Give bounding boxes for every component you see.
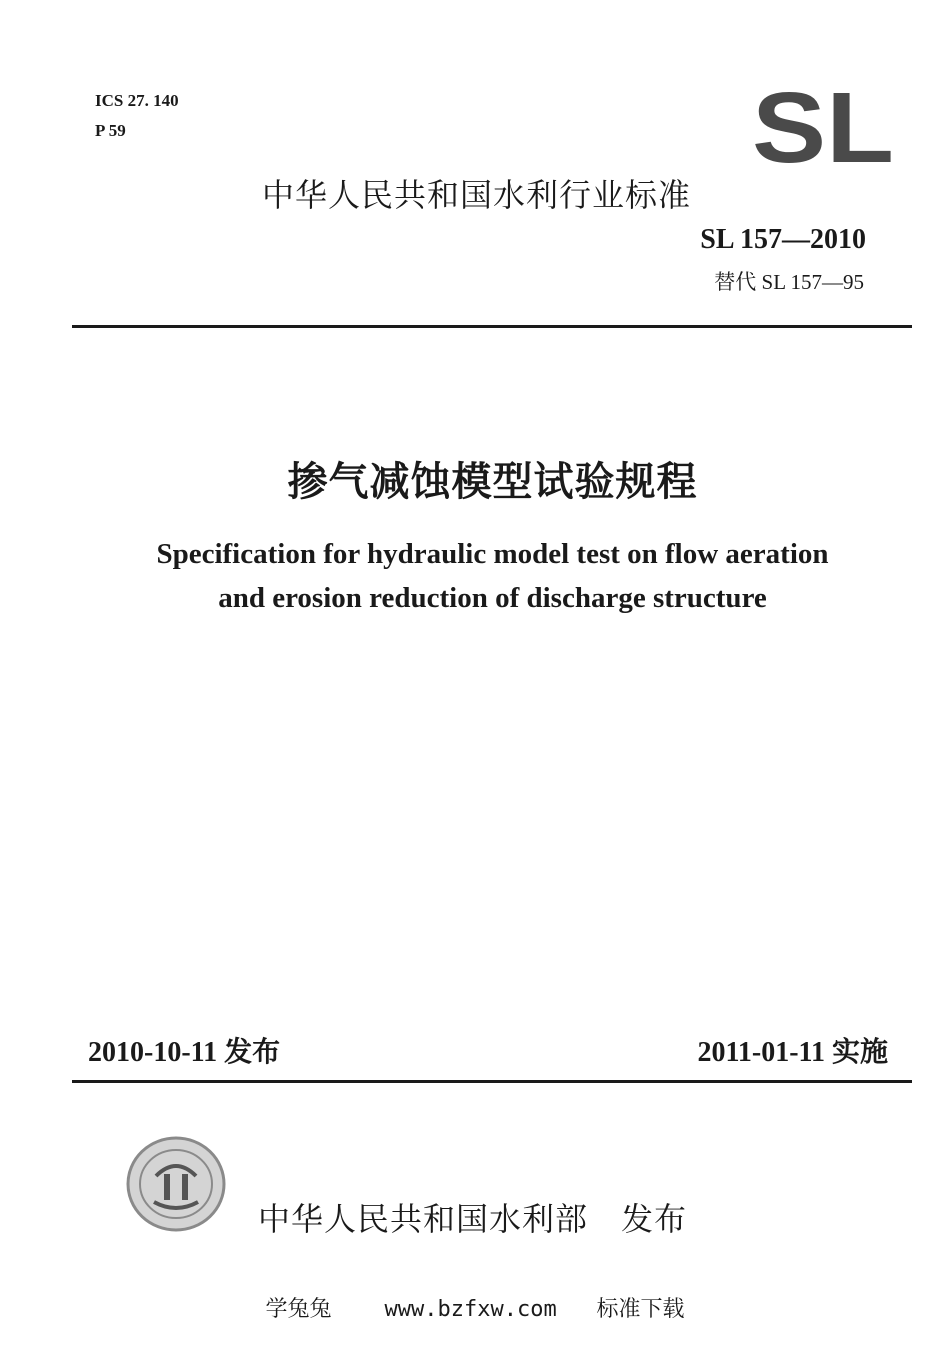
- industry-standard-title: 中华人民共和国水利行业标准: [262, 176, 692, 214]
- top-divider: [72, 325, 912, 328]
- title-english-line1: Specification for hydraulic model test on flow aeration: [156, 538, 829, 570]
- implementation-date: 2011-01-11 实施: [697, 1037, 888, 1068]
- bottom-divider: [72, 1080, 912, 1083]
- publisher: 中华人民共和国水利部 发布: [258, 1200, 688, 1238]
- sl-logo: [752, 90, 894, 166]
- classification-block: [95, 86, 179, 146]
- issue-date: 2010-10-11 发布: [88, 1037, 281, 1068]
- title-english-line2: and erosion reduction of discharge structure: [218, 582, 767, 614]
- title-chinese: 掺气减蚀模型试验规程: [287, 459, 698, 505]
- ics-code: ICS 27. 140: [95, 91, 179, 110]
- ministry-seal-icon: [126, 1136, 226, 1232]
- category-code: P 59: [95, 121, 126, 140]
- title-english: [0, 532, 950, 620]
- standard-code: SL 157—2010: [700, 224, 866, 255]
- footer-watermark: 学兔兔 www.bzfxw.com 标准下载: [265, 1297, 685, 1322]
- svg-text:SL: SL: [752, 90, 894, 166]
- replaces-standard: 替代 SL 157—95: [714, 270, 864, 294]
